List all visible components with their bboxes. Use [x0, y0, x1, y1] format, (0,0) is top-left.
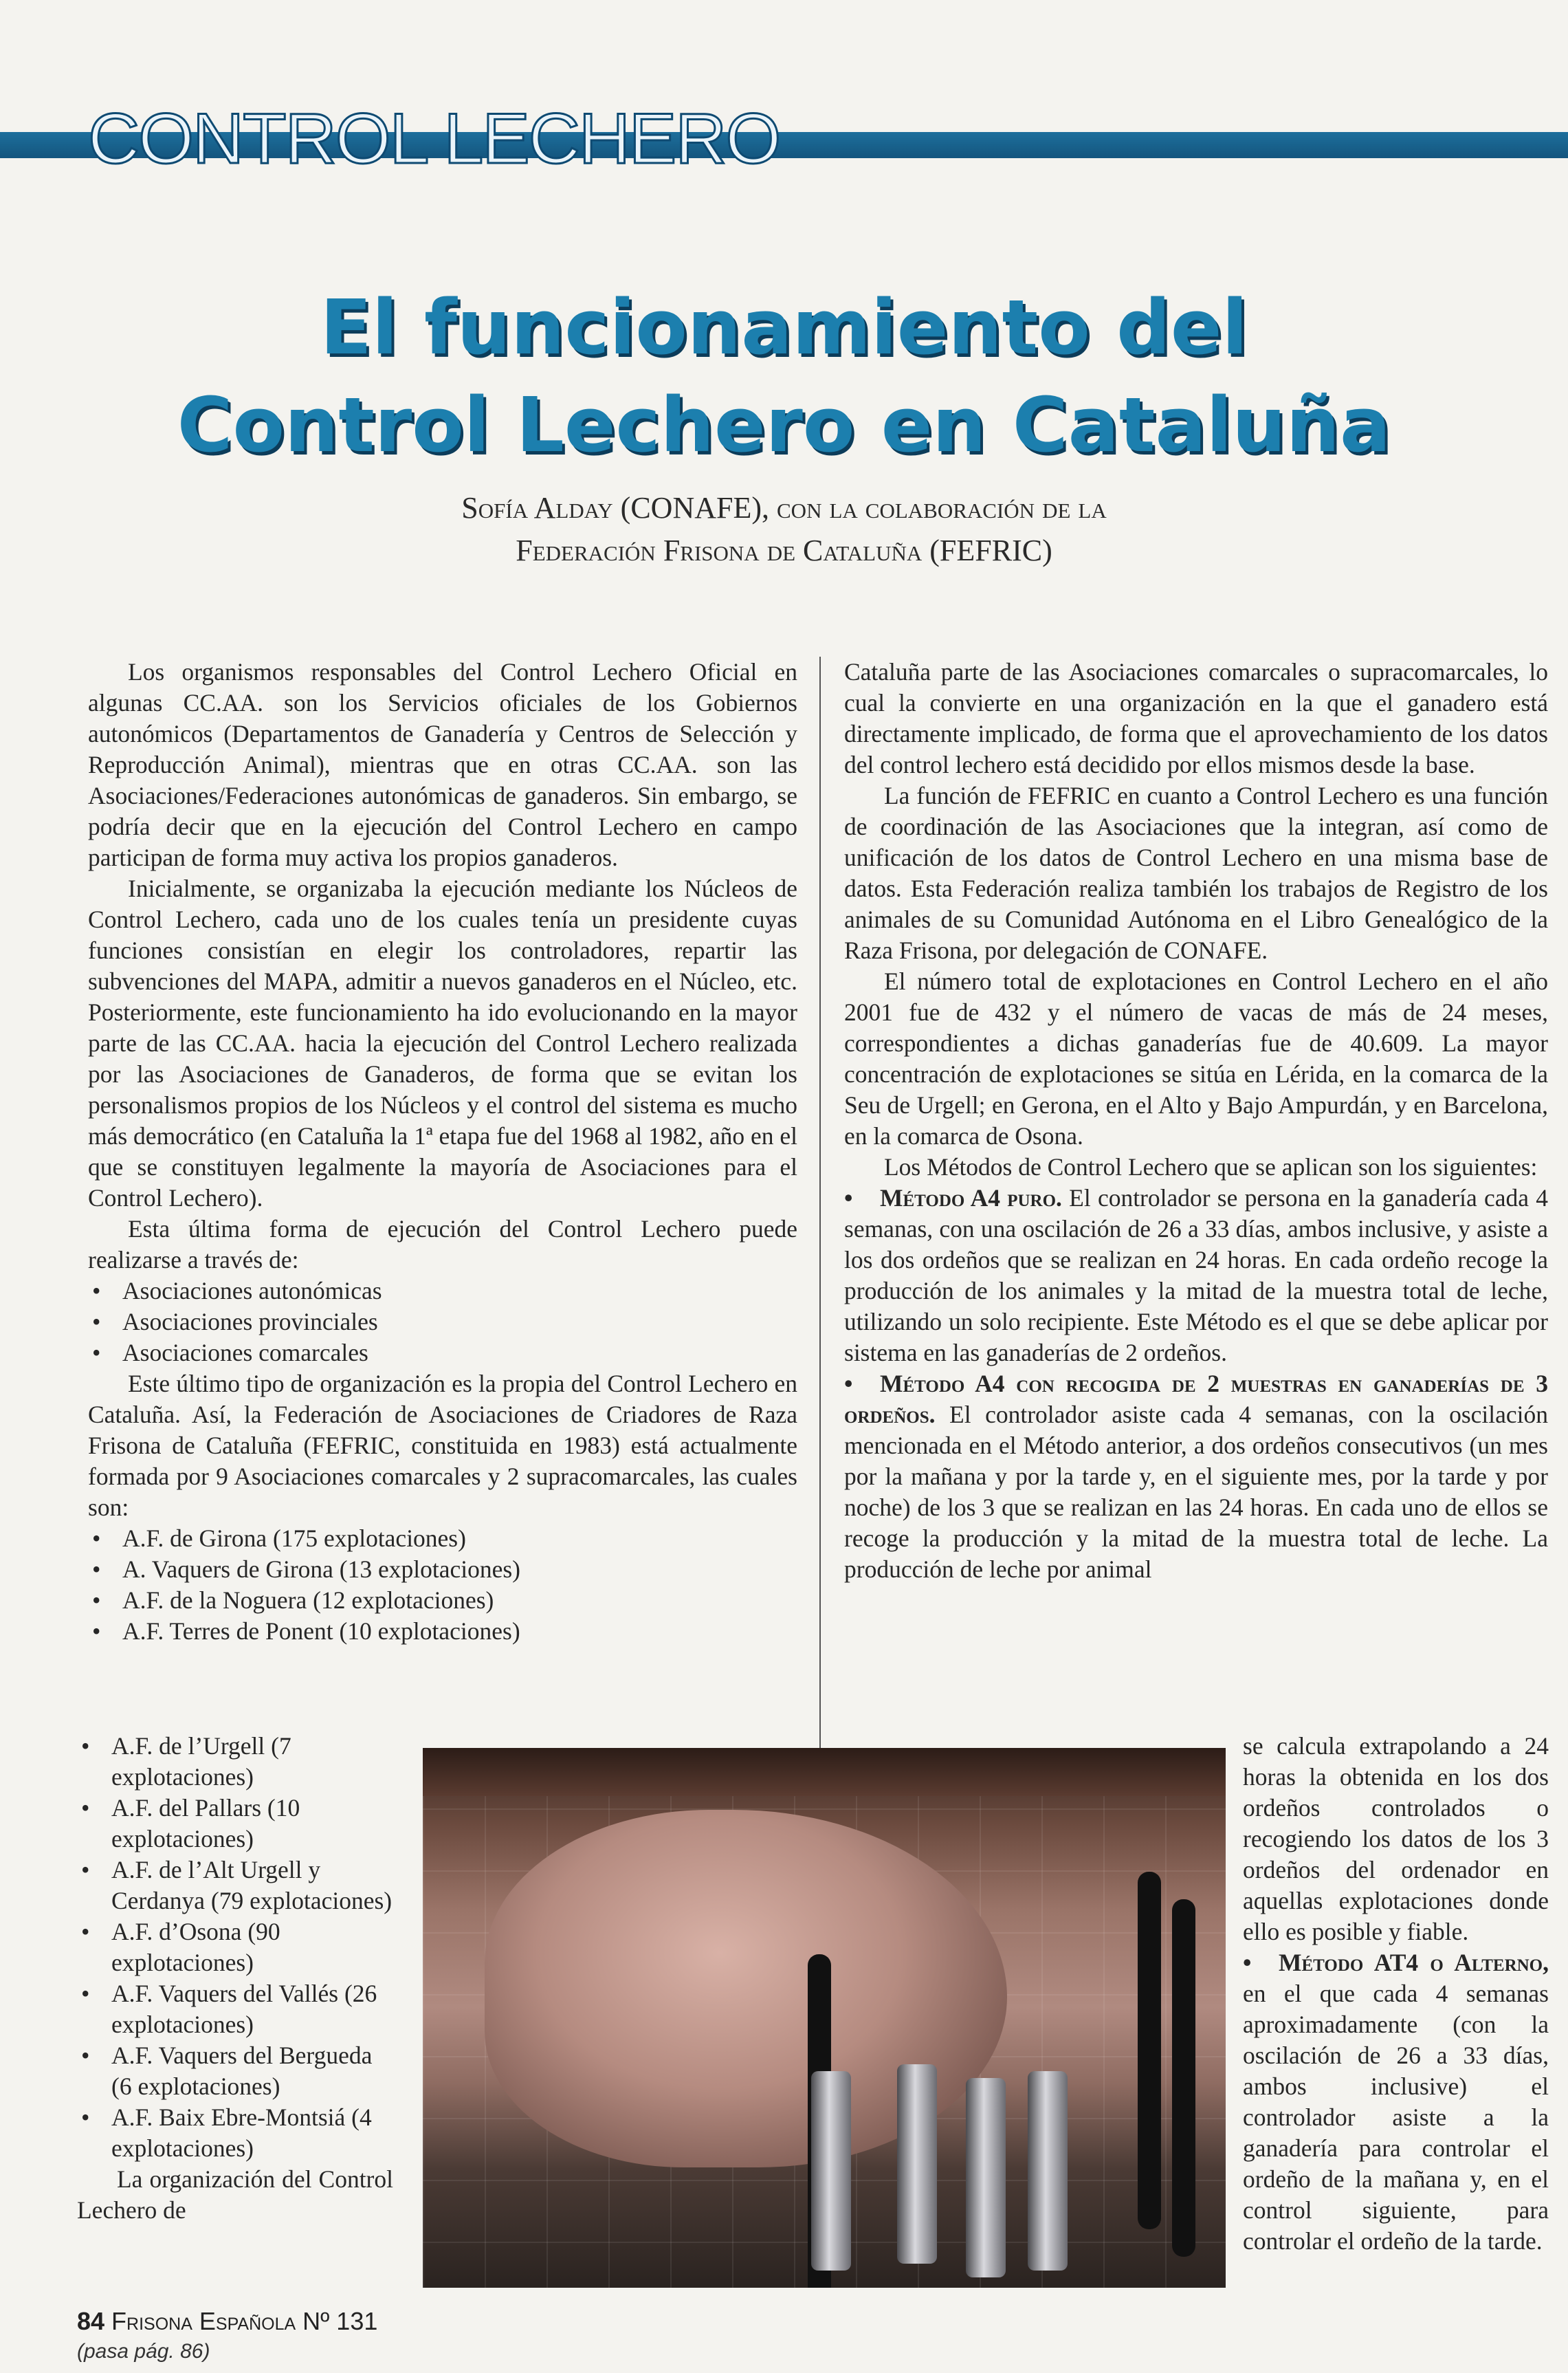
paragraph: Inicialmente, se organizaba la ejecución mediante los Núcleos de Control Lechero, cada uno de los cuales tenía un presidente cuyas funciones consistían en elegir los controladores, repartir las subvenciones del MAPA, admitir a nuevos ganaderos en el Núcleo, etc. Posteriormente, este funcionamiento ha ido evolucionando en la mayor parte de las CC.AA. hacia la ejecución del Control Lechero realizada por las Asociaciones de Ganaderos, de forma que se evitan los personalismos propios de los Núcleos y el control del sistema es mucho más democrático (en Cataluña la 1ª etapa fue del 1968 al 1982, año en el que se constituyen legalmente la mayoría de Asociaciones para el Control Lechero).: [88, 875, 797, 1212]
list-item: • A.F. Vaquers del Vallés (26 explotaciones): [77, 1978, 393, 2040]
paragraph: El número total de explotaciones en Control Lechero en el año 2001 fue de 432 y el número de vacas de más de 24 meses, correspondientes a dichas ganaderías fue de 40.609. La mayor concentración de explotaciones se sitúa en Lérida, en la comarca de la Seu de Urgell; en Gerona, en el Alto y Bajo Ampurdán, y en Barcelona, en la comarca de Osona.: [844, 967, 1548, 1150]
right-column-lower: [1243, 1731, 1549, 2257]
title-line-2: Control Lechero en Cataluña: [177, 381, 1391, 469]
teat-cup: [897, 2064, 937, 2264]
paragraph: Los Métodos de Control Lechero que se aplican son los siguientes:: [884, 1153, 1538, 1181]
method-title: Método A4 puro.: [880, 1184, 1062, 1212]
associations-list-lower: [77, 1731, 393, 2164]
organization-types-list: [88, 1276, 797, 1368]
milking-hose: [1172, 1899, 1195, 2257]
paragraph: Esta última forma de ejecución del Control Lechero puede realizarse a través de:: [88, 1215, 797, 1273]
byline: [0, 487, 1568, 572]
list-item: • A.F. d’Osona (90 explotaciones): [77, 1916, 393, 1978]
teat-cup: [1028, 2071, 1068, 2271]
method-text: en el que cada 4 semanas aproximadamente (con la oscilación de 26 a 33 días, ambos inclusive) el controlador asiste a la ganadería para controlar el ordeño de la mañana y, en el control siguiente, para controlar el ordeño de la tarde.: [1243, 1980, 1549, 2255]
list-item: • A.F. del Pallars (10 explotaciones): [77, 1793, 393, 1855]
method-text: El controlador se persona en la ganadería cada 4 semanas, con una oscilación de 26 a 33 días, ambos inclusive, y asiste a los dos ordeños que se realizan en 24 horas. En cada ordeño recoge la producción de los animales y la mitad de la muestra total de leche, utilizando un solo recipiente. Este Método es el que se debe aplicar por sistema en las ganaderías de 2 ordeños.: [844, 1184, 1548, 1366]
paragraph: La función de FEFRIC en cuanto a Control Lechero es una función de coordinación de las Asociaciones que la integran, así como de unificación de los datos de Control Lechero en una misma base de datos. Esta Federación realiza también los trabajos de Registro de los animales de su Comunidad Autónoma en el Libro Genealógico de la Raza Frisona, por delegación de CONAFE.: [844, 782, 1548, 964]
right-column: [844, 657, 1548, 1585]
list-item: • Asociaciones comarcales: [88, 1337, 797, 1368]
list-item: • A.F. de l’Alt Urgell y Cerdanya (79 explotaciones): [77, 1855, 393, 1916]
byline-line-1: Sofía Alday (CONAFE), con la colaboración de la: [461, 491, 1107, 525]
column-divider: [819, 657, 821, 1757]
paragraph: Cataluña parte de las Asociaciones comarcales o supracomarcales, lo cual la convierte en una organización en la que el ganadero está directamente implicado, de forma que el aprovechamiento de los datos del control lechero está decidido por ellos mismos desde la base.: [844, 658, 1548, 778]
method-a4-3-ordenos: [844, 1368, 1548, 1585]
list-item: • A.F. Baix Ebre-Montsiá (4 explotaciones): [77, 2102, 393, 2164]
list-item: • A.F. de l’Urgell (7 explotaciones): [77, 1731, 393, 1793]
milking-photo: [423, 1748, 1226, 2288]
page-footer: [77, 2306, 377, 2337]
page-number: 84: [77, 2307, 105, 2335]
method-at4-alterno: [1243, 1947, 1549, 2257]
method-text: El controlador asiste cada 4 semanas, con la oscilación mencionada en el Método anterior, a dos ordeños consecutivos (un mes por la mañana y por la tarde y, en el siguiente mes, por la tarde y por noche) de los 3 que se realizan en las 24 horas. En cada uno de ellos se recoge la producción y la mitad de la muestra total de leche. La producción de leche por animal: [844, 1401, 1548, 1583]
title-line-1: El funcionamiento del: [320, 283, 1248, 371]
list-item: • A.F. de Girona (175 explotaciones): [88, 1523, 797, 1554]
paragraph: Este último tipo de organización es la propia del Control Lechero en Cataluña. Así, la Federación de Asociaciones de Criadores de Raza Frisona de Cataluña (FEFRIC, constituida en 1983) está actualmente formada por 9 Asociaciones comarcales y 2 supracomarcales, las cuales son:: [88, 1370, 797, 1521]
left-column-lower: [77, 1731, 393, 2226]
list-item: • Asociaciones provinciales: [88, 1306, 797, 1337]
paragraph: Los organismos responsables del Control Lechero Oficial en algunas CC.AA. son los Servicios oficiales de los Gobiernos autonómicos (Departamentos de Ganadería y Centros de Selección y Reproducción Animal), mientras que en otras CC.AA. son las Asociaciones/Federaciones autonómicas de ganaderos. Sin embargo, se podría decir que en la ejecución del Control Lechero en campo participan de forma muy activa los propios ganaderos.: [88, 658, 797, 871]
milking-hose: [1138, 1872, 1161, 2229]
list-item: • Asociaciones autonómicas: [88, 1276, 797, 1306]
list-item: • A.F. Terres de Ponent (10 explotaciones): [88, 1616, 797, 1647]
list-item: • A.F. Vaquers del Bergueda (6 explotaciones): [77, 2040, 393, 2102]
continued-note: (pasa pág. 86): [77, 2340, 210, 2363]
left-column: [88, 657, 797, 1647]
teat-cup: [811, 2071, 851, 2271]
paragraph: La organización del Control Lechero de: [77, 2165, 393, 2224]
method-title: Método A4 con recogida de 2 muestras en ganaderías de 3 ordeños.: [844, 1370, 1548, 1428]
method-a4-puro: [844, 1183, 1548, 1368]
magazine-name: Frisona Española Nº 131: [111, 2307, 378, 2335]
byline-line-2: Federación Frisona de Cataluña (FEFRIC): [516, 534, 1052, 567]
section-label: CONTROL LECHERO: [88, 99, 780, 179]
method-title: Método AT4 o Alterno,: [1279, 1949, 1549, 1976]
stall-bar: [423, 1748, 1226, 1796]
teat-cup: [966, 2078, 1006, 2277]
article-title: [0, 278, 1568, 474]
list-item: • A.F. de la Noguera (12 explotaciones): [88, 1585, 797, 1616]
paragraph: se calcula extrapolando a 24 horas la obtenida en los dos ordeños controlados o recogiendo los datos de los 3 ordeños del ordenador en aquellas explotaciones donde ello es posible y fiable.: [1243, 1732, 1549, 1945]
associations-list-upper: [88, 1523, 797, 1647]
list-item: • A. Vaquers de Girona (13 explotaciones): [88, 1554, 797, 1585]
